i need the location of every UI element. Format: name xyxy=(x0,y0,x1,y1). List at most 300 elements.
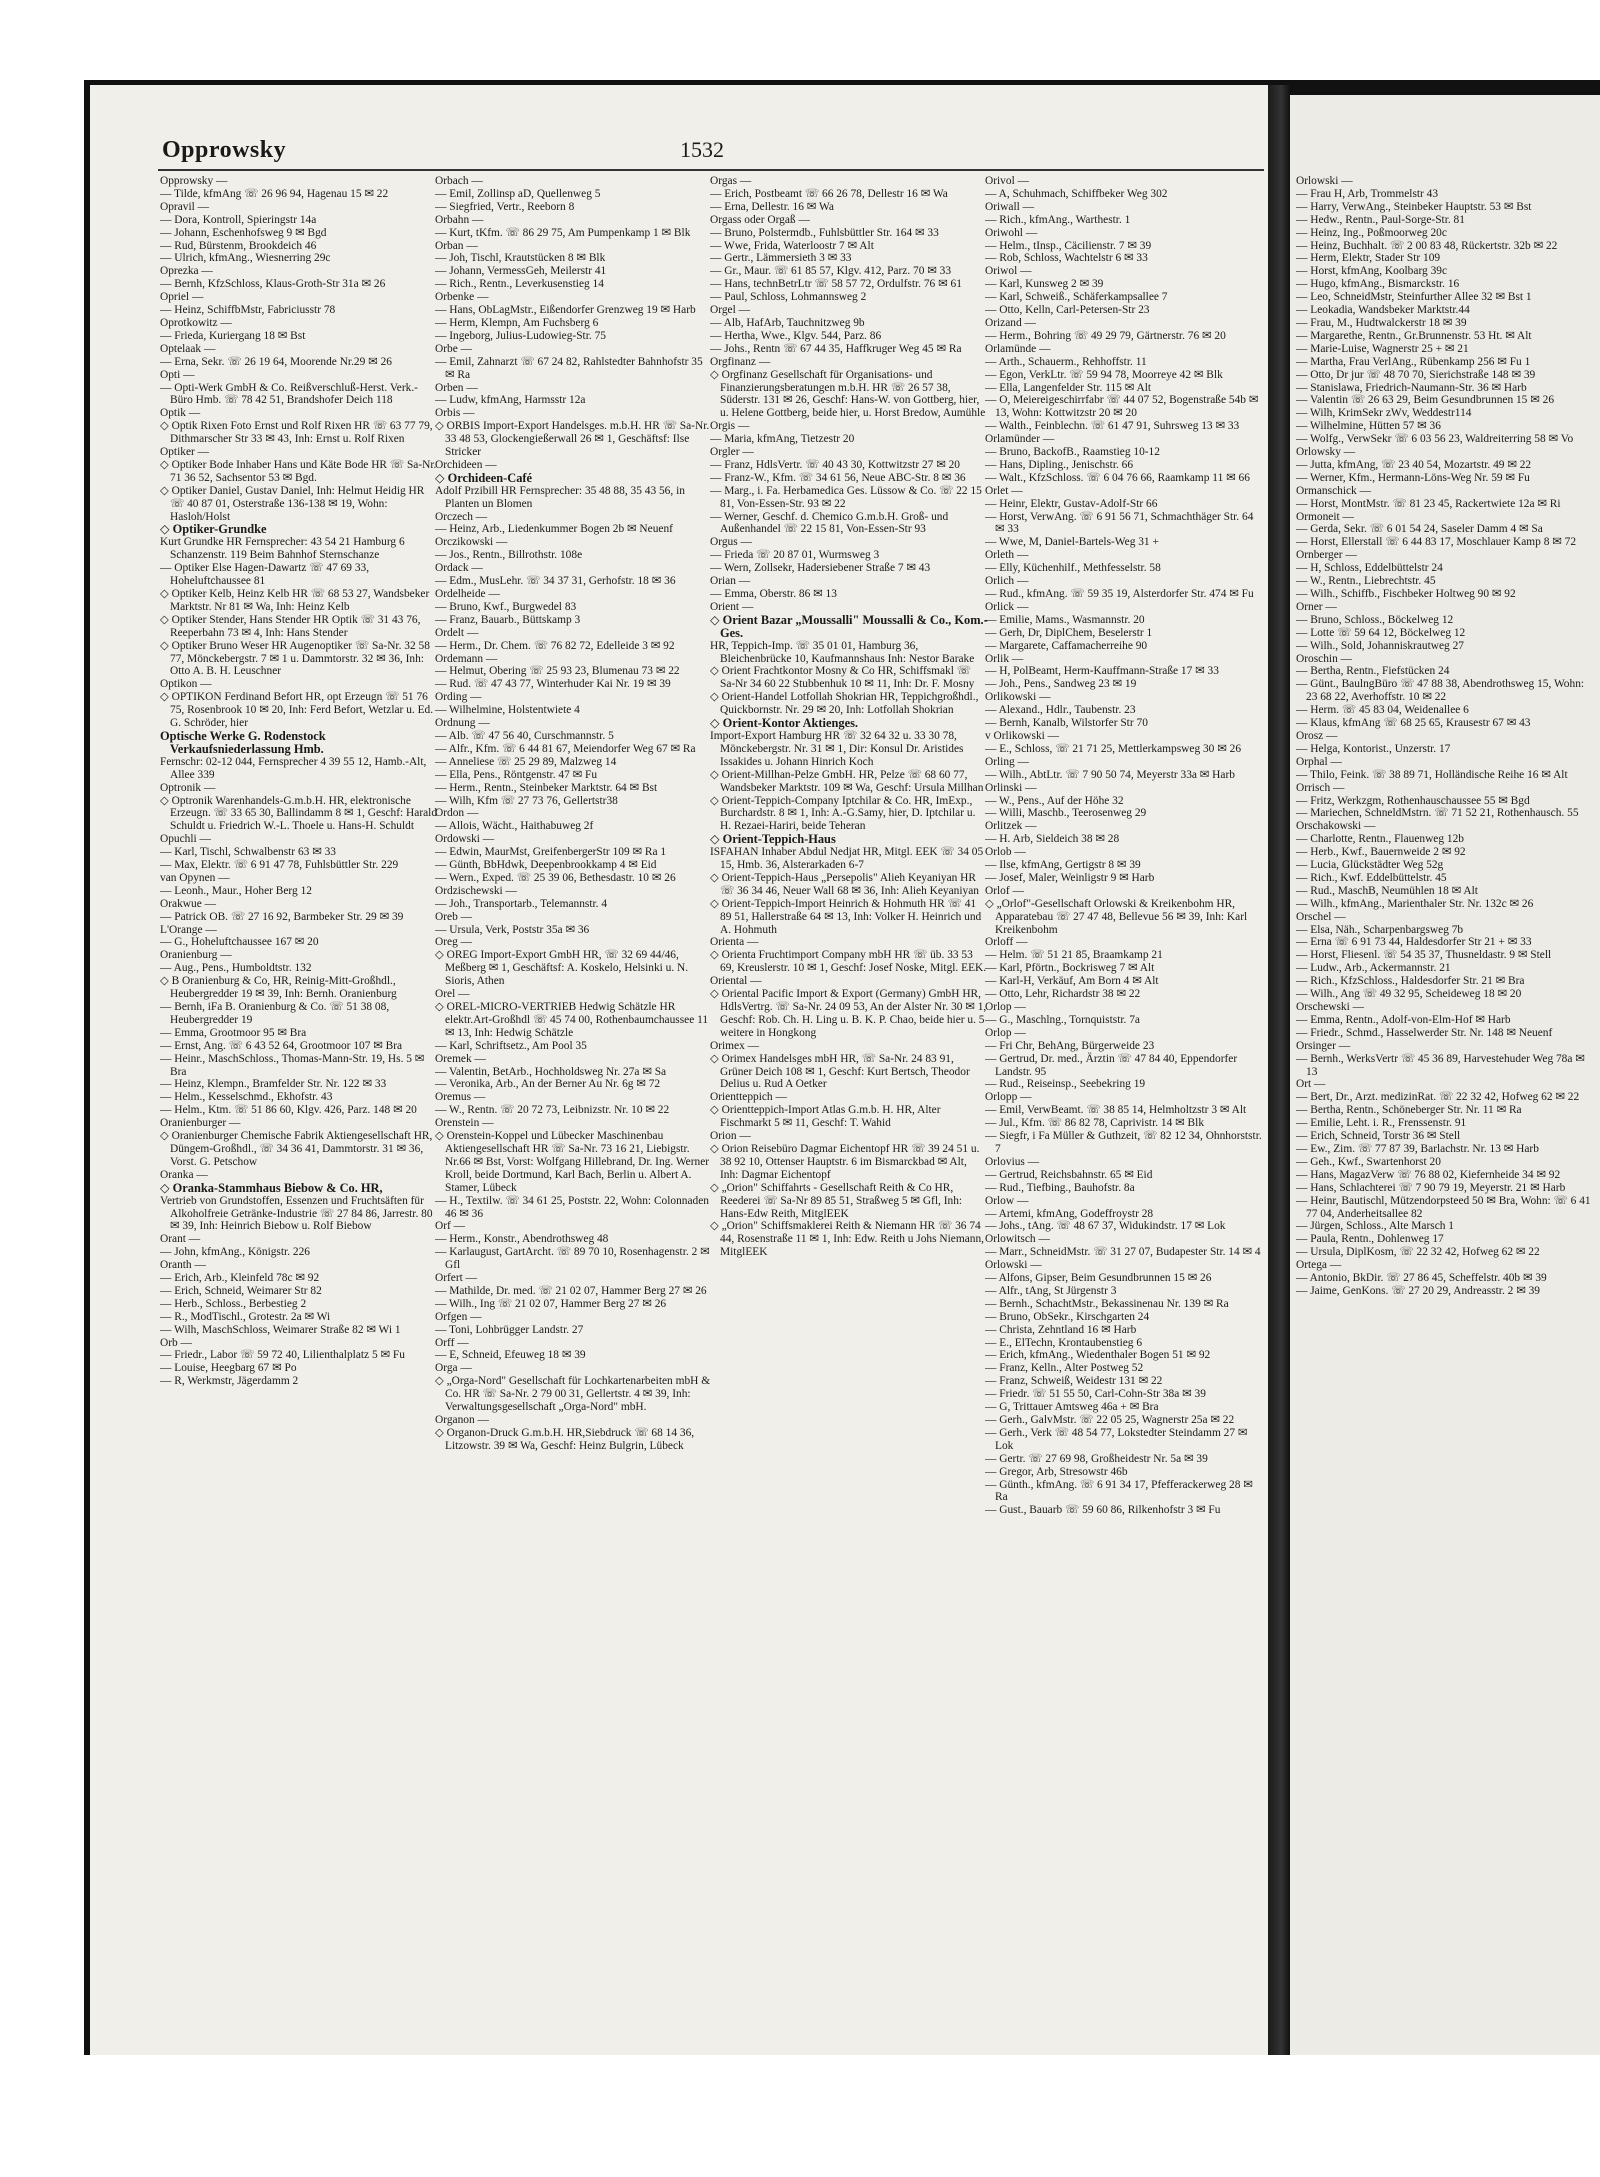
directory-entry: — Franz-W., Kfm. ☏ 34 61 56, Neue ABC-Str. 8 ✉ 36 xyxy=(710,471,966,484)
directory-entry: — Horst, MontMstr. ☏ 81 23 45, Rackertwiete 12a ✉ Ri xyxy=(1296,497,1561,510)
directory-entry: ◇ OREG Import-Export GmbH HR, ☏ 32 69 44/46, Meßberg ✉ 1, Geschäftsf: A. Koskelo, Helsinki u. N. Sioris, Athen xyxy=(435,949,689,988)
directory-entry: Orlob — xyxy=(985,846,1026,859)
directory-entry: — Wilh, MaschSchloss, Weimarer Straße 82 ✉ Wi 1 xyxy=(160,1323,401,1336)
directory-entry: — Rich., KfzSchloss., Haldesdorfer Str. 21 ✉ Bra xyxy=(1296,975,1525,988)
directory-entry: ◇ OPTIKON Ferdinand Befort HR, opt Erzeugn ☏ 51 76 75, Rosenbrook 10 ✉ 20, Inh: Ferd Befort, Wetzlar u. Ed. G. Schröder, hier xyxy=(160,691,434,730)
directory-entry: — Helm. ☏ 51 21 85, Braamkamp 21 xyxy=(985,949,1163,962)
directory-entry: Orbenke — xyxy=(435,291,489,304)
directory-entry: — Paul, Schloss, Lohmannsweg 2 xyxy=(710,291,867,304)
directory-entry: — Mathilde, Dr. med. ☏ 21 02 07, Hammer Berg 27 ✉ 26 xyxy=(435,1284,707,1297)
directory-entry: — Franz, HdlsVertr. ☏ 40 43 30, Kottwitzstr 27 ✉ 20 xyxy=(710,458,960,471)
directory-entry: Orner — xyxy=(1296,600,1337,613)
directory-entry: — Toni, Lohbrügger Landstr. 27 xyxy=(435,1323,584,1336)
directory-entry: — Rich., Rentn., Leverkusenstieg 14 xyxy=(435,278,604,291)
directory-entry: HR, Teppich-Imp. ☏ 35 01 01, Hamburg 36, Bleichenbrücke 10, Kaufmannshaus Inh: Nestor Barake xyxy=(710,639,975,665)
directory-entry: ◇ Optiker Kelb, Heinz Kelb HR ☏ 68 53 27, Wandsbeker Marktstr. Nr 81 ✉ Wa, Inh: Heinz Kelb xyxy=(160,588,430,613)
directory-entry: — Fri Chr, BehAng, Bürgerweide 23 xyxy=(985,1039,1155,1052)
directory-entry: — Rud. ☏ 47 43 77, Winterhuder Kai Nr. 19 ✉ 39 xyxy=(435,678,671,691)
directory-entry: Orban — xyxy=(435,239,478,252)
directory-entry: Ordon — xyxy=(435,807,479,820)
directory-entry: Vertrieb von Grundstoffen, Essenzen und Fruchtsäften für Alkoholfreie Getränke-Industrie ☏ 27 84 86, Jarrestr. 80 ✉ 39, Inh: Heinrich Biebow u. Rolf Biebow xyxy=(160,1194,433,1233)
directory-entry: Oriwall — xyxy=(985,200,1035,213)
directory-entry: Orben — xyxy=(435,381,478,394)
directory-entry: — Alb, HafArb, Tauchnitzweg 9b xyxy=(710,316,865,329)
directory-entry: — E., Schloss, ☏ 21 71 25, Mettlerkampsweg 30 ✉ 26 xyxy=(985,742,1242,755)
directory-entry: — G., Hoheluftchaussee 167 ✉ 20 xyxy=(160,936,319,949)
directory-entry: Opti — xyxy=(160,368,195,381)
directory-entry: — Siegfried, Vertr., Reeborn 8 xyxy=(435,200,575,213)
directory-entry: Orlich — xyxy=(985,575,1029,588)
directory-entry: Ordowski — xyxy=(435,833,495,846)
directory-entry: Orlow — xyxy=(985,1194,1029,1207)
directory-entry: Orfert — xyxy=(435,1272,478,1285)
directory-entry: Optelaak — xyxy=(160,342,216,355)
directory-entry: — Herm., Rentn., Steinbeker Marktstr. 64 ✉ Bst xyxy=(435,781,658,794)
directory-entry: ◇ „Orga-Nord" Gesellschaft für Lochkartenarbeiten mbH & Co. HR ☏ Sa-Nr. 2 79 00 31, Gellertstr. 4 ✉ 39, Inh: Verwaltungsgesellschaft „Orga-Nord" mbH. xyxy=(435,1375,711,1414)
directory-entry: — Karl, Schriftsetz., Am Pool 35 xyxy=(435,1039,587,1052)
directory-entry: — Alfr., tAng, St Jürgenstr 3 xyxy=(985,1284,1117,1297)
directory-entry: — Hugo, kfmAng., Bismarckstr. 16 xyxy=(1296,278,1460,291)
directory-entry: — Harry, VerwAng., Steinbeker Hauptstr. 53 ✉ Bst xyxy=(1296,200,1532,213)
book-gutter xyxy=(1268,85,1290,2055)
directory-entry: — Wilh., Sold, Johanniskrautweg 27 xyxy=(1296,639,1464,652)
directory-entry: — Margarethe, Rentn., Gr.Brunnenstr. 53 Ht. ✉ Alt xyxy=(1296,329,1532,342)
directory-entry: Ordemann — xyxy=(435,652,498,665)
directory-entry: — Wwe, M, Daniel-Bartels-Weg 31 + xyxy=(985,536,1159,549)
directory-entry: Optikon — xyxy=(160,678,212,691)
directory-entry: — Gertrud, Reichsbahnstr. 65 ✉ Eid xyxy=(985,1168,1153,1181)
directory-entry: — Bernh., WerksVertr ☏ 45 36 89, Harvestehuder Weg 78a ✉ 13 xyxy=(1296,1052,1585,1078)
directory-entry: — Alb. ☏ 47 56 40, Curschmannstr. 5 xyxy=(435,729,614,742)
directory-entry: — Patrick OB. ☏ 27 16 92, Barmbeker Str. 29 ✉ 39 xyxy=(160,910,404,923)
directory-entry: ◇ Orient-Kontor Aktienges. xyxy=(710,716,858,731)
directory-entry: — Johann, VermessGeh, Meilerstr 41 xyxy=(435,265,607,278)
directory-entry: Ordelt — xyxy=(435,626,479,639)
directory-entry: ◇ Orimex Handelsges mbH HR, ☏ Sa-Nr. 24 83 91, Grüner Deich 108 ✉ 1, Geschf: Kurt Bertsch, Theodor Delius u. Rud A Oetker xyxy=(710,1052,970,1091)
directory-entry: — Ella, Langenfelder Str. 115 ✉ Alt xyxy=(985,381,1152,394)
directory-entry: — Alexand., Hdlr., Taubenstr. 23 xyxy=(985,704,1136,717)
directory-entry: Orczech — xyxy=(435,510,488,523)
directory-entry: Opprowsky — xyxy=(160,175,228,187)
directory-entry: — Paula, Rentn., Dohlenweg 17 xyxy=(1296,1233,1444,1246)
directory-entry: Oremus — xyxy=(435,1091,486,1104)
directory-entry: Orlovius — xyxy=(985,1155,1040,1168)
directory-entry: — Bernh., SchachtMstr., Bekassinenau Nr. 139 ✉ Ra xyxy=(985,1297,1229,1310)
directory-entry: ◇ ORBIS Import-Export Handelsges. m.b.H. HR ☏ Sa-Nr. 33 48 53, Glockengießerwall 26 ✉ 1, Geschäftsf: Ilse Stricker xyxy=(435,420,710,459)
directory-entry: — Horst, Fliesenl. ☏ 54 35 37, Thusneldastr. 9 ✉ Stell xyxy=(1296,949,1552,962)
directory-entry: — Johs., tAng. ☏ 48 67 37, Widukindstr. 17 ✉ Lok xyxy=(985,1220,1226,1233)
directory-entry: — Horst, VerwAng. ☏ 6 91 56 71, Schmachthäger Str. 64 ✉ 33 xyxy=(985,510,1254,536)
directory-entry: Orgfinanz — xyxy=(710,355,771,368)
directory-entry: — Erich, Schneid, Weimarer Str 82 xyxy=(160,1284,322,1297)
directory-entry: — Friedr. ☏ 51 55 50, Carl-Cohn-Str 38a ✉ 39 xyxy=(985,1388,1206,1401)
directory-entry: — Wern., Exped. ☏ 25 39 06, Bethesdastr. 10 ✉ 26 xyxy=(435,871,676,884)
directory-entry: — Frieda, Kuriergang 18 ✉ Bst xyxy=(160,329,306,342)
directory-entry: — Karl-H, Verkäuf, Am Born 4 ✉ Alt xyxy=(985,975,1159,988)
directory-entry: ◇ Oriental Pacific Import & Export (Germany) GmbH HR, HdlsVertrg. ☏ Sa-Nr. 24 09 53, An der Alster Nr. 30 ✉ 1, Geschf: Rob. Ch. H. Ling u. B. K. P. Chao, beide hier u. 5 weitere in Hongkong xyxy=(710,988,987,1039)
directory-entry: Optische Werke G. Rodenstock Verkaufsniederlassung Hmb. xyxy=(160,728,326,756)
directory-entry: Orlik — xyxy=(985,652,1024,665)
directory-entry: — Heinr, Bautischl, Mützendorpsteed 50 ✉ Bra, Wohn: ☏ 6 41 77 04, Anderheitsallee 82 xyxy=(1296,1194,1591,1220)
directory-entry: — Wilh., AbtLtr. ☏ 7 90 50 74, Meyerstr 33a ✉ Harb xyxy=(985,768,1235,781)
directory-entry: Orlowitsch — xyxy=(985,1233,1050,1246)
directory-entry: — Lotte ☏ 59 64 12, Böckelweg 12 xyxy=(1296,626,1466,639)
directory-entry: — Frau H, Arb, Trommelstr 43 xyxy=(1296,187,1439,200)
directory-entry: — Heinr., MaschSchloss., Thomas-Mann-Str. 19, Hs. 5 ✉ Bra xyxy=(160,1052,425,1078)
directory-entry: — E, Schneid, Efeuweg 18 ✉ 39 xyxy=(435,1349,586,1362)
directory-entry: Orleth — xyxy=(985,549,1029,562)
directory-entry: — Gerh, Dr, DiplChem, Beselerstr 1 xyxy=(985,626,1153,639)
directory-entry: Orf — xyxy=(435,1220,466,1233)
directory-entry: Orga — xyxy=(435,1362,472,1375)
directory-entry: — Jutta, kfmAng, ☏ 23 40 54, Mozartstr. 49 ✉ 22 xyxy=(1296,458,1532,471)
directory-entry: Orschel — xyxy=(1296,910,1346,923)
directory-entry: — Helm., Kesselschmd., Ekhofstr. 43 xyxy=(160,1091,333,1104)
directory-entry: Orgus — xyxy=(710,536,752,549)
directory-entry: — Heinz, Arb., Liedenkummer Bogen 2b ✉ Neuenf xyxy=(435,523,673,536)
directory-entry: ◇ B Oranienburg & Co, HR, Reinig-Mitt-Großhdl., Heubergredder 19 ✉ 39, Inh: Bernh. Oranienburg xyxy=(160,975,397,1001)
directory-entry: — Leonh., Maur., Hoher Berg 12 xyxy=(160,884,312,897)
directory-entry: — Otto, Lehr, Richardstr 38 ✉ 22 xyxy=(985,988,1141,1001)
directory-entry: — Mariechen, SchneldMstrn. ☏ 71 52 21, Rothenhausch. 55 xyxy=(1296,807,1579,820)
directory-entry: — Hedw., Rentn., Paul-Sorge-Str. 81 xyxy=(1296,213,1465,226)
directory-entry: — Ursula, Verk, Poststr 35a ✉ 36 xyxy=(435,923,590,936)
directory-entry: v Orlikowski — xyxy=(985,729,1060,742)
directory-entry: Orlop — xyxy=(985,1026,1026,1039)
directory-entry: — Heinz, Klempn., Bramfelder Str. Nr. 122 ✉ 33 xyxy=(160,1078,387,1091)
directory-entry: — Optiker Else Hagen-Dawartz ☏ 47 69 33, Hoheluftchaussee 81 xyxy=(160,562,370,588)
directory-entry: Ormoneit — xyxy=(1296,510,1354,523)
directory-entry: ◇ Orchideen-Café xyxy=(435,470,533,485)
directory-entry: — Leo, SchneidMstr, Steinfurther Allee 32 ✉ Bst 1 xyxy=(1296,291,1532,304)
directory-entry: — Gertr., Lämmersieth 3 ✉ 33 xyxy=(710,252,852,265)
directory-entry: Oroschin — xyxy=(1296,652,1352,665)
directory-entry: Orschakowski — xyxy=(1296,820,1376,833)
directory-entry: — Ew., Zim. ☏ 77 87 39, Barlachstr. Nr. 13 ✉ Harb xyxy=(1296,1142,1539,1155)
directory-entry: Oreg — xyxy=(435,936,473,949)
directory-entry: Orlof — xyxy=(985,884,1024,897)
directory-entry: Ordzischewski — xyxy=(435,884,517,897)
directory-page xyxy=(90,85,1268,2055)
directory-entry: ◇ Optronik Warenhandels-G.m.b.H. HR, elektronische Erzeugn. ☏ 33 65 30, Ballindamm 8 ✉ 1, Geschf: Harald Schuldt u. Friedrich W.-L. Thoele u. Hans-H. Schuldt xyxy=(160,794,438,833)
directory-entry: — Wilhelmine, Holstentwiete 4 xyxy=(435,704,580,717)
directory-entry: Oprezka — xyxy=(160,265,213,278)
directory-entry: L'Orange — xyxy=(160,923,217,936)
directory-entry: Orlowsky — xyxy=(1296,446,1356,459)
directory-entry: Ordnung — xyxy=(435,717,490,730)
directory-entry: — Friedr., Labor ☏ 59 72 40, Lilienthalplatz 5 ✉ Fu xyxy=(160,1349,405,1362)
directory-entry: — Karl, Schweiß., Schäferkampsallee 7 xyxy=(985,291,1168,304)
directory-column-2 xyxy=(435,175,713,2045)
directory-entry: Orian — xyxy=(710,575,751,588)
directory-entry: ◇ Optiker Stender, Hans Stender HR Optik ☏ 31 43 76, Reeperbahn 73 ✉ 4, Inh: Hans Stender xyxy=(160,613,421,639)
directory-entry: — Thilo, Feink. ☏ 38 89 71, Holländische Reihe 16 ✉ Alt xyxy=(1296,768,1568,781)
directory-entry: — Erna, Sekr. ☏ 26 19 64, Moorende Nr.29 ✉ 26 xyxy=(160,355,392,368)
directory-entry: Orfgen — xyxy=(435,1310,482,1323)
directory-entry: Ort — xyxy=(1296,1078,1326,1091)
directory-entry: ◇ „Orion" Schiffsmaklerei Reith & Niemann HR ☏ 36 74 44, Rosenstraße 11 ✉ 1, Inh: Edw. Reith u Johs Niemann, MitglEEK xyxy=(710,1220,985,1259)
directory-entry: Orant — xyxy=(160,1233,201,1246)
directory-entry: Optronik — xyxy=(160,781,216,794)
directory-entry: Orivol — xyxy=(985,175,1029,187)
directory-entry: — Bernh, iFa B. Oranienburg & Co. ☏ 51 38 08, Heubergredder 19 xyxy=(160,1001,390,1026)
directory-entry: — Margarete, Caffamacherreihe 90 xyxy=(985,639,1148,652)
directory-entry: ◇ Organon-Druck G.m.b.H. HR,Siebdruck ☏ 68 14 36, Litzowstr. 39 ✉ Wa, Geschf: Heinz Bulgrin, Lübeck xyxy=(435,1426,695,1452)
directory-entry: ◇ „Orlof"-Gesellschaft Orlowski & Kreikenbohm HR, Apparatebau ☏ 27 47 48, Bellevue 56 ✉ 39, Inh: Karl Kreikenbohm xyxy=(985,897,1248,936)
directory-entry: — Emma, Grootmoor 95 ✉ Bra xyxy=(160,1026,307,1039)
directory-entry: — Emma, Oberstr. 86 ✉ 13 xyxy=(710,588,837,600)
directory-entry: — Joh., Pens., Sandweg 23 ✉ 19 xyxy=(985,678,1137,691)
directory-entry: — Klaus, kfmAng ☏ 68 25 65, Krausestr 67 ✉ 43 xyxy=(1296,717,1531,730)
directory-entry: Optiker — xyxy=(160,446,210,459)
directory-entry: — John, kfmAng., Königstr. 226 xyxy=(160,1246,310,1259)
directory-entry: — H, PolBeamt, Herm-Kauffmann-Straße 17 ✉ 33 xyxy=(985,665,1219,678)
directory-entry: Ortega — xyxy=(1296,1259,1342,1272)
page-number: 1532 xyxy=(680,137,724,162)
directory-entry: — Rich., kfmAng., Warthestr. 1 xyxy=(985,213,1131,226)
directory-entry: — A, Schuhmach, Schiffbeker Weg 302 xyxy=(985,187,1168,200)
directory-entry: — Stanislawa, Friedrich-Naumann-Str. 36 ✉ Harb xyxy=(1296,381,1527,394)
directory-entry: Orakwue — xyxy=(160,897,216,910)
directory-entry: — Tilde, kfmAng ☏ 26 96 94, Hagenau 15 ✉ 22 xyxy=(160,187,389,200)
directory-entry: — Antonio, BkDir. ☏ 27 86 45, Scheffelstr. 40b ✉ 39 xyxy=(1296,1272,1547,1285)
directory-entry: Optik — xyxy=(160,407,201,420)
directory-entry: Orlinski — xyxy=(985,781,1037,794)
directory-entry: — Anneliese ☏ 25 29 89, Malzweg 14 xyxy=(435,755,617,768)
directory-entry: — Ella, Pens., Röntgenstr. 47 ✉ Fu xyxy=(435,768,598,781)
directory-entry: Fernschr: 02-12 044, Fernsprecher 4 39 55 12, Hamb.-Alt, Allee 339 xyxy=(160,755,427,781)
directory-entry: ◇ Orient-Teppich-Company Iptchilar & Co. HR, ImExp., Burchardstr. 8 ✉ 1, Inh: A.-G.Samy, hier, D. Iptchilar u. H. Rezaei-Hariri, beide Teheran xyxy=(710,794,976,833)
directory-entry: Orosz — xyxy=(1296,729,1338,742)
directory-entry: — W., Pens., Auf der Höhe 32 xyxy=(985,794,1124,807)
directory-entry: — Wwe, Frida, Waterloostr 7 ✉ Alt xyxy=(710,239,874,252)
directory-entry: Orff — xyxy=(435,1336,469,1349)
directory-entry: — Rob, Schloss, Wachtelstr 6 ✉ 33 xyxy=(985,252,1148,265)
directory-entry: — H, Schloss, Eddelbüttelstr 24 xyxy=(1296,562,1443,575)
directory-entry: — Jaime, GenKons. ☏ 27 20 29, Andreasstr. 2 ✉ 39 xyxy=(1296,1284,1540,1297)
directory-entry: Orgel — xyxy=(710,304,750,317)
directory-entry: Oriwohl — xyxy=(985,226,1038,239)
directory-entry: — Edwin, MaurMst, GreifenbergerStr 109 ✉ Ra 1 xyxy=(435,846,667,859)
directory-entry: Orbach — xyxy=(435,175,483,187)
directory-entry: — Rud., MaschB, Neumühlen 18 ✉ Alt xyxy=(1296,884,1478,897)
directory-entry: — Bernh, Kanalb, Wilstorfer Str 70 xyxy=(985,717,1148,730)
directory-entry: Oremek — xyxy=(435,1052,486,1065)
directory-entry: — Bruno, ObSekr., Kirschgarten 24 xyxy=(985,1310,1150,1323)
directory-entry: — Helm., Ktm. ☏ 51 86 60, Klgv. 426, Parz. 148 ✉ 20 xyxy=(160,1104,417,1117)
directory-entry: — Willi, Maschb., Teerosenweg 29 xyxy=(985,807,1147,820)
directory-entry: — Hans, MagazVerw ☏ 76 88 02, Kiefernheide 34 ✉ 92 xyxy=(1296,1168,1561,1181)
directory-entry: — O, Meiereigeschirrfabr ☏ 44 07 52, Bogenstraße 54b ✉ 13, Wohn: Kottwitzstr 20 ✉ 20 xyxy=(985,394,1259,420)
directory-entry: Orloff — xyxy=(985,936,1028,949)
directory-column-4 xyxy=(985,175,1263,2045)
directory-entry: — Günth., kfmAng. ☏ 6 91 34 17, Pfefferackerweg 28 ✉ Ra xyxy=(985,1478,1253,1504)
directory-entry: Orion — xyxy=(710,1130,751,1143)
directory-entry: — Bert, Dr., Arzt. medizinRat. ☏ 22 32 42, Hofweg 62 ✉ 22 xyxy=(1296,1091,1580,1104)
directory-entry: — Dora, Kontroll, Spieringstr 14a xyxy=(160,213,317,226)
directory-entry: ISFAHAN Inhaber Abdul Nedjat HR, Mitgl. EEK ☏ 34 05 15, Hmb. 36, Alsterarkaden 6-7 xyxy=(710,846,984,872)
directory-entry: Orgas — xyxy=(710,175,752,187)
directory-entry: Orenstein — xyxy=(435,1117,494,1130)
directory-entry: — Hans, ObLagMstr., Eißendorfer Grenzweg 19 ✉ Harb xyxy=(435,304,696,317)
directory-entry: — Marie-Luise, Wagnerstr 25 + ✉ 21 xyxy=(1296,342,1469,355)
directory-entry: — Opti-Werk GmbH & Co. Reißverschluß-Herst. Verk.-Büro Hmb. ☏ 78 42 51, Brandshofer Deich 118 xyxy=(160,381,418,407)
directory-entry: — H. Arb, Sieldeich 38 ✉ 28 xyxy=(985,833,1120,846)
directory-entry: Opravil — xyxy=(160,200,210,213)
directory-entry: Ordelheide — xyxy=(435,588,500,600)
directory-entry: — Gerh., GalvMstr. ☏ 22 05 25, Wagnerstr 25a ✉ 22 xyxy=(985,1414,1235,1426)
directory-entry: — Wilh., kfmAng., Marienthaler Str. Nr. 132c ✉ 26 xyxy=(1296,897,1534,910)
directory-entry: — Hans, Dipling., Jenischstr. 66 xyxy=(985,458,1134,471)
directory-entry: — Ingeborg, Julius-Ludowieg-Str. 75 xyxy=(435,329,606,342)
directory-entry: Orlowski — xyxy=(985,1259,1042,1272)
directory-entry: ◇ Oranienburger Chemische Fabrik Aktiengesellschaft HR, Düngem-Großhdl., ☏ 34 36 41, Dammtorstr. 31 ✉ 36, Vorst. G. Petschow xyxy=(160,1130,433,1168)
directory-entry: — Gerh., Verk ☏ 48 54 77, Lokstedter Steindamm 27 ✉ Lok xyxy=(985,1426,1248,1452)
directory-entry: — Helga, Kontorist., Unzerstr. 17 xyxy=(1296,742,1451,755)
directory-entry: ◇ Orient Frachtkontor Mosny & Co HR, Schiffsmakl ☏ Sa-Nr 34 60 22 Stubbenhuk 10 ✉ 11, Inh: Dr. F. Mosny xyxy=(710,665,975,691)
header-rule xyxy=(158,169,1264,171)
directory-entry: Orlet — xyxy=(985,484,1023,497)
directory-entry: Orbis — xyxy=(435,407,475,420)
directory-entry: Ormanschick — xyxy=(1296,484,1371,497)
directory-entry: — Alfons, Gipser, Beim Gesundbrunnen 15 ✉ 26 xyxy=(985,1272,1212,1285)
directory-entry: — Emil, VerwBeamt. ☏ 38 85 14, Helmholtzstr 3 ✉ Alt xyxy=(985,1104,1247,1117)
directory-entry: — Emilie, Mams., Wasmannstr. 20 xyxy=(985,613,1145,626)
directory-entry: — G, Trittauer Amtsweg 46a + ✉ Bra xyxy=(985,1401,1159,1414)
directory-entry: — Alfr., Kfm. ☏ 6 44 81 67, Meiendorfer Weg 67 ✉ Ra xyxy=(435,742,696,755)
directory-entry: — Wilh., Ang ☏ 49 32 95, Scheideweg 18 ✉ 20 xyxy=(1296,988,1522,1001)
directory-entry: Opriel — xyxy=(160,291,204,304)
directory-entry: — Lucia, Glückstädter Weg 52g xyxy=(1296,859,1444,872)
directory-entry: — Valentin ☏ 26 63 29, Beim Gesundbrunnen 15 ✉ 26 xyxy=(1296,394,1555,407)
directory-entry: — Wilh., Schiffb., Fischbeker Holtweg 90 ✉ 92 xyxy=(1296,588,1516,600)
directory-entry: — Gerda, Sekr. ☏ 6 01 54 24, Saseler Damm 4 ✉ Sa xyxy=(1296,523,1543,536)
directory-entry: — Heinz, Buchhalt. ☏ 2 00 83 48, Rückertstr. 32b ✉ 22 xyxy=(1296,239,1558,252)
directory-entry: — Helm., tInsp., Cäcilienstr. 7 ✉ 39 xyxy=(985,239,1152,252)
directory-entry: — Bertha, Rentn., Fiefstücken 24 xyxy=(1296,665,1450,678)
directory-entry: — Helmut, Obering ☏ 25 93 23, Blumenau 73 ✉ 22 xyxy=(435,665,680,678)
directory-entry: — Elsa, Näh., Scharpenbargsweg 7b xyxy=(1296,923,1464,936)
directory-entry: Orlick — xyxy=(985,600,1029,613)
directory-entry: Orlitzek — xyxy=(985,820,1037,833)
directory-entry: — Werner, Geschf. d. Chemico G.m.b.H. Groß- und Außenhandel ☏ 22 15 81, Von-Essen-Str 93 xyxy=(710,510,949,536)
directory-entry: — Josef, Maler, Weinligstr 9 ✉ Harb xyxy=(985,871,1155,884)
directory-entry: — Veronika, Arb., An der Berner Au Nr. 6g ✉ 72 xyxy=(435,1078,661,1091)
directory-entry: ◇ Oranka-Stammhaus Biebow & Co. HR, xyxy=(160,1180,383,1195)
directory-entry: — R., ModTischl., Grotestr. 2a ✉ Wi xyxy=(160,1310,331,1323)
directory-entry: — Maria, kfmAng, Tietzestr 20 xyxy=(710,433,855,446)
directory-entry: — Karl, Pförtn., Bockrisweg 7 ✉ Alt xyxy=(985,962,1155,975)
directory-entry: — Herb., Kwf., Bauernweide 2 ✉ 92 xyxy=(1296,846,1466,859)
directory-entry: Orel — xyxy=(435,988,470,1001)
directory-entry: — Allois, Wächt., Haithabuweg 2f xyxy=(435,820,594,833)
directory-entry: — Bruno, Schloss., Böckelweg 12 xyxy=(1296,613,1454,626)
directory-entry: — Ernst, Ang. ☏ 6 43 52 64, Grootmoor 107 ✉ Bra xyxy=(160,1039,403,1052)
directory-entry: Orbahn — xyxy=(435,213,484,226)
directory-entry: Oranienburger — xyxy=(160,1117,241,1130)
directory-entry: Orizand — xyxy=(985,316,1036,329)
directory-entry: — Horst, kfmAng, Koolbarg 39c xyxy=(1296,265,1448,278)
directory-entry: ◇ „Orion" Schiffahrts - Gesellschaft Reith & Co HR, Reederei ☏ Sa-Nr 89 85 51, Straßweg 5 ✉ Gfl, Inh: Hans-Edw Reith, MitglEEK xyxy=(710,1181,963,1220)
directory-entry: Orrisch — xyxy=(1296,781,1345,794)
directory-entry: Oranth — xyxy=(160,1259,206,1272)
directory-entry: Orczikowski — xyxy=(435,536,508,549)
directory-entry: — Siegfr, i Fa Müller & Guthzeit, ☏ 82 12 34, Ohnhorststr. 7 xyxy=(985,1130,1262,1155)
directory-entry: — Bernh, KfzSchloss, Klaus-Groth-Str 31a ✉ 26 xyxy=(160,278,386,291)
directory-column-3 xyxy=(710,175,988,2045)
directory-entry: ◇ Optik Rixen Foto Ernst und Rolf Rixen HR ☏ 63 77 79, Dithmarscher Str 33 ✉ 43, Inh: Ernst u. Rolf Rixen xyxy=(160,420,433,446)
directory-entry: — Karl, Kunsweg 2 ✉ 39 xyxy=(985,278,1104,291)
directory-entry: — Egon, VerkLtr. ☏ 59 94 78, Moorreye 42 ✉ Blk xyxy=(985,368,1223,381)
directory-entry: Orientteppich — xyxy=(710,1091,787,1104)
directory-entry: — Hans, technBetrLtr ☏ 58 57 72, Ordulfstr. 76 ✉ 61 xyxy=(710,278,962,291)
directory-entry: Orsinger — xyxy=(1296,1039,1351,1052)
directory-entry: Orienta — xyxy=(710,936,759,949)
directory-entry: — Gregor, Arb, Stresowstr 46b xyxy=(985,1465,1128,1478)
directory-entry: — Johs., Rentn ☏ 67 44 35, Haffkruger Weg 45 ✉ Ra xyxy=(710,342,962,355)
directory-entry: Organon — xyxy=(435,1414,489,1426)
directory-entry: Opuchli — xyxy=(160,833,211,846)
directory-entry: ◇ Orienta Fruchtimport Company mbH HR ☏ üb. 33 53 69, Kreuslerstr. 10 ✉ 1, Geschf: Josef Noske, Mitgl. EEK. xyxy=(710,949,987,975)
directory-entry: — Bruno, Kwf., Burgwedel 83 xyxy=(435,600,577,613)
directory-entry: — Edm., MusLehr. ☏ 34 37 31, Gerhofstr. 18 ✉ 36 xyxy=(435,575,676,588)
directory-entry: Orlopp — xyxy=(985,1091,1032,1104)
directory-entry: — Erna, Dellestr. 16 ✉ Wa xyxy=(710,200,834,213)
directory-entry: Orbe — xyxy=(435,342,473,355)
directory-column-5 xyxy=(1296,175,1596,2045)
directory-entry: — Erna ☏ 6 91 73 44, Haldesdorfer Str 21 + ✉ 33 xyxy=(1296,936,1532,949)
directory-entry: van Opynen — xyxy=(160,871,230,884)
directory-entry: — Herm. ☏ 45 83 04, Weidenallee 6 xyxy=(1296,704,1469,717)
directory-entry: Adolf Przibill HR Fernsprecher: 35 48 88, 35 43 56, in Planten un Blomen xyxy=(435,484,685,510)
directory-entry: — Wilh, KrimSekr zWv, Weddestr114 xyxy=(1296,407,1472,420)
directory-entry: — Herm., Dr. Chem. ☏ 76 82 72, Edelleide 3 ✉ 92 xyxy=(435,639,675,652)
directory-entry: ◇ Optiker Bruno Weser HR Augenoptiker ☏ Sa-Nr. 32 58 77, Mönckebergstr. 7 ✉ 1 u. Dammtorstr. 32 ✉ 36, Inh: Otto A. B. H. Leuschner xyxy=(160,639,430,678)
directory-entry: ◇ Orient-Handel Lotfollah Shokrian HR, Teppichgroßhdl., Quickbornstr. Nr. 29 ✉ 20, Inh: Lotfollah Shokrian xyxy=(710,691,979,717)
directory-entry: — Ilse, kfmAng, Gertigstr 8 ✉ 39 xyxy=(985,859,1141,872)
directory-entry: — Geh., Kwf., Swartenhorst 20 xyxy=(1296,1155,1441,1168)
directory-entry: — W., Rentn., Liebrechtstr. 45 xyxy=(1296,575,1436,588)
directory-entry: — Frieda ☏ 20 87 01, Wurmsweg 3 xyxy=(710,549,880,562)
directory-entry: — Walt., KfzSchloss. ☏ 6 04 76 66, Raamkamp 11 ✉ 66 xyxy=(985,471,1250,484)
directory-entry: — Herb., Schloss., Berbestieg 2 xyxy=(160,1297,307,1310)
directory-entry: — Karl, Tischl, Schwalbenstr 63 ✉ 33 xyxy=(160,846,336,859)
directory-entry: — Jul., Kfm. ☏ 86 82 78, Caprivistr. 14 ✉ Blk xyxy=(985,1117,1205,1130)
page-title: Opprowsky xyxy=(162,137,287,163)
directory-entry: ◇ Optiker-Grundke xyxy=(160,522,267,537)
directory-entry: Orient — xyxy=(710,600,754,613)
directory-entry: — Joh., Transportarb., Telemannstr. 4 xyxy=(435,897,608,910)
directory-entry: — Wilh., Ing ☏ 21 02 07, Hammer Berg 27 ✉ 26 xyxy=(435,1297,667,1310)
directory-entry: — Marg., i. Fa. Herbamedica Ges. Lüssow & Co. ☏ 22 15 81, Von-Essen-Str. 93 ✉ 22 xyxy=(710,484,982,510)
directory-entry: — Erich, Schneid, Torstr 36 ✉ Stell xyxy=(1296,1130,1461,1143)
directory-entry: Orlamünde — xyxy=(985,342,1051,355)
directory-entry: — Bruno, Polstermdb., Fuhlsbüttler Str. 164 ✉ 33 xyxy=(710,226,939,239)
directory-entry: — Bertha, Rentn., Schöneberger Str. Nr. 11 ✉ Ra xyxy=(1296,1104,1522,1117)
facing-page xyxy=(1290,95,1600,2055)
directory-entry: Orb — xyxy=(160,1336,192,1349)
directory-entry: — Arth., Schauerm., Rehhoffstr. 11 xyxy=(985,355,1147,368)
directory-entry: — Martha, Frau VerlAng., Rübenkamp 256 ✉ Fu 1 xyxy=(1296,355,1531,368)
directory-entry: — Gust., Bauarb ☏ 59 60 86, Rilkenhofstr 3 ✉ Fu xyxy=(985,1504,1221,1517)
directory-entry: Oranienburg — xyxy=(160,949,232,962)
directory-entry: Orgis — xyxy=(710,420,750,433)
directory-entry: ◇ Orenstein-Koppel und Lübecker Maschinenbau Aktiengesellschaft HR ☏ Sa-Nr. 73 16 21, Liebigstr. Nr.66 ✉ Bst, Vorst: Wolfgang Hillebrand, Dr. Ing. Werner Kroll, beide Dortmund, Karl Bach, Berlin u. Albert A. Stamer, Lübeck xyxy=(435,1130,710,1194)
directory-entry: — Herm., Konstr., Abendrothsweg 48 xyxy=(435,1233,609,1246)
directory-entry: Oranka — xyxy=(160,1168,208,1181)
directory-entry: — Otto, Dr jur ☏ 48 70 70, Sierichstraße 148 ✉ 39 xyxy=(1296,368,1536,381)
directory-entry: — Franz, Bauarb., Büttskamp 3 xyxy=(435,613,581,626)
